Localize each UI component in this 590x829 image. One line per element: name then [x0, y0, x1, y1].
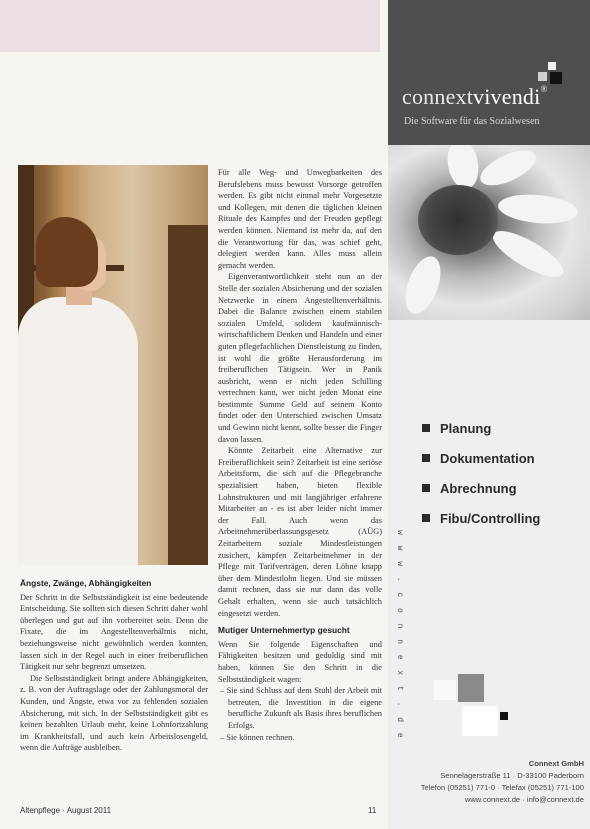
square-bullet-icon	[422, 424, 430, 432]
section-heading: Mutiger Unternehmertyp gesucht	[218, 625, 350, 636]
square-bullet-icon	[422, 514, 430, 522]
company-address: Sennelagerstraße 11 · D-33100 Paderborn	[440, 771, 584, 780]
contact-block	[421, 758, 584, 806]
article-photo	[18, 165, 208, 565]
feature-item-abrechnung: Abrechnung	[422, 478, 540, 508]
company-name: Connext GmbH	[528, 759, 584, 768]
logo-square	[458, 674, 484, 702]
square-bullet-icon	[422, 454, 430, 462]
company-web: www.connext.de · info@connext.de	[464, 795, 584, 804]
feature-list	[422, 418, 540, 538]
vertical-url: w w w . c o n n e x t . d e	[395, 530, 404, 741]
company-phone: Telefon (05251) 771-0 · Telefax (05251) 771-100	[420, 783, 584, 792]
top-color-band	[0, 0, 380, 52]
feature-item-fibu: Fibu/Controlling	[422, 508, 540, 538]
paragraph: Wenn Sie folgende Eigenschaften und Fähigkeiten besitzen und geduldig sind mit haben, können Sie den Schritt in die Selbstständigkeit wagen:	[218, 639, 382, 684]
advertisement-panel	[388, 0, 590, 829]
paragraph: Eigenverantwortlichkeit steht nun an der Stelle der sozialen Absicherung und der sozialen Netzwerke in einem Angestelltenverhältnis. Dabei die Balance zwischen einem stabilen sozialen Umfeld, solidem kaufmännisch-wirtschaftlichem Denken und Handeln und einer guten pflegefachlichen Dienstleistung zu finden, ist wohl die größte Herausforderung im freiberuflichen Tätigsein. Wer in Panik ausbricht, wenn er nicht jeden Schilling verrechnen kann, wer nicht jeden Monat eine bestimmte Summe Geld auf seinem Konto findet oder den Unterschied zwischen Umsatz und Gewinn nicht kennt, sollte besser die Finger davon lassen.	[218, 272, 382, 444]
bullet-item: – Sie können rechnen.	[220, 732, 295, 742]
paragraph: Der Schritt in die Selbstständigkeit ist eine bedeutende Entscheidung. Sie sollten sich diesen Schritt daher wohl überlegen und gut auf ihn vorbereitet sein. Denn die Fixate, die im Angestelltenverhältnis nicht, beziehungsweise nicht gewöhnlich werden konnten, lassen sich in der Regel auch in einer freiberuflichen Tätigkeit nur sehr begrenzt umsetzen.	[20, 592, 208, 672]
paragraph: Könnte Zeitarbeit eine Alternative zur Freiberuflichkeit sein? Zeitarbeit ist eine seriöse Arbeitsform, die sich auf die Pflegebranche spezialisiert haben, bieten flexible Lohnstrukturen und mit langjähriger erfahrene Mitarbeiter an - es ist aber leider nicht immer der Fall. Auch wenn das Arbeitnehmerüberlassungsgesetz (AÜG) Zeitarbeitern soziale Mindestleistungen zusichert, kämpfen Zeitarbeitnehmer in der Pflege mit Tarifverträgen, deren Löhne knapp über dem Mindestlohn liegen. Und sie müssen damit rechnen, dass sie nur dann das volle Gehalt erhalten, wenn sie auch tatsächlich eingesetzt werden.	[218, 446, 382, 618]
section-heading: Ängste, Zwänge, Abhängigkeiten	[20, 578, 152, 588]
article-column-left	[20, 578, 208, 754]
square-bullet-icon	[422, 484, 430, 492]
ad-header	[388, 0, 590, 145]
logo-square	[462, 706, 498, 736]
paragraph: Die Selbstständigkeit bringt andere Abhängigkeiten, z. B. von der Auftragslage oder der Zahlungsmoral der Kunden, und Ängste, etwa vor zu fehlenden sozialen Absicherung, mit sich. In der Selbstständigkeit gibt es keinen bezahlten Urlaub mehr, keine Lohnfortzahlung im Krankheitsfall, und auch kein Arbeitslosengeld, wenn die Aufträge ausbleiben.	[20, 673, 208, 753]
brand-logo: connextvivendi®	[402, 84, 548, 109]
bullet-item: – Sie sind Schluss auf dem Stuhl der Arbeit mit betreuten, die Investition in die eigene berufliche Zukunft als Basis ihres beruflichen Erfolgs.	[220, 686, 383, 730]
feature-item-planung: Planung	[422, 418, 540, 448]
logo-square	[434, 680, 456, 700]
paragraph: Für alle Weg- und Unwegbarkeiten des Berufslebens muss bewusst Vorsorge getroffen werden. Es gibt nicht einmal mehr Vorgesetzte und Kollegen, mit denen die täglichen kleinen Rituale des Kampfes und der Freuden gepflegt werden können. Niemand ist mehr da, auf den die Verantwortung für das, was schief geht, delegiert werden kann. Alles muss allein gemacht werden.	[218, 168, 382, 270]
brand-tagline: Die Software für das Sozialwesen	[404, 116, 540, 127]
magazine-footer: Altenpflege · August 2011	[20, 806, 112, 815]
logo-square	[500, 712, 508, 720]
article-column-right	[218, 167, 382, 743]
feature-item-dokumentation: Dokumentation	[422, 448, 540, 478]
flower-image	[388, 145, 590, 320]
page-number: 11	[368, 806, 377, 815]
